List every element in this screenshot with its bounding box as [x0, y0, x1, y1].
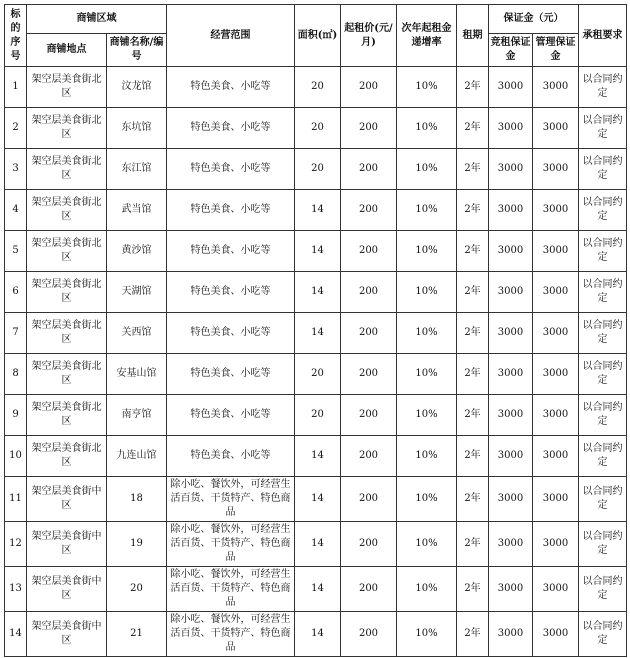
cell-shop-name: 黄沙馆: [107, 231, 167, 272]
cell-term: 2年: [457, 522, 489, 567]
table-row: [5, 354, 627, 395]
cell-requirement: 以合同约定: [579, 67, 627, 108]
cell-mgmt-deposit: 3000: [533, 567, 579, 612]
cell-bid-deposit: 3000: [489, 567, 533, 612]
cell-area: 20: [295, 395, 341, 436]
header-bid-deposit: 竞租保证金: [489, 34, 533, 67]
cell-requirement: 以合同约定: [579, 272, 627, 313]
cell-area: 14: [295, 313, 341, 354]
cell-area: 14: [295, 231, 341, 272]
cell-scope: 特色美食、小吃等: [167, 436, 295, 477]
header-term: 租期: [457, 5, 489, 67]
cell-start-price: 200: [341, 522, 397, 567]
cell-bid-deposit: 3000: [489, 313, 533, 354]
cell-start-price: 200: [341, 67, 397, 108]
cell-term: 2年: [457, 149, 489, 190]
table-row: [5, 313, 627, 354]
table-row: [5, 612, 627, 657]
cell-bid-deposit: 3000: [489, 612, 533, 657]
table-row: [5, 272, 627, 313]
cell-increase: 10%: [397, 395, 457, 436]
cell-scope: 除小吃、餐饮外，可经营生活百货、干货特产、特色商品: [167, 567, 295, 612]
cell-mgmt-deposit: 3000: [533, 522, 579, 567]
cell-scope: 特色美食、小吃等: [167, 272, 295, 313]
cell-increase: 10%: [397, 522, 457, 567]
cell-mgmt-deposit: 3000: [533, 108, 579, 149]
cell-area: 14: [295, 436, 341, 477]
cell-shop-name: 安基山馆: [107, 354, 167, 395]
cell-start-price: 200: [341, 149, 397, 190]
cell-index: 5: [5, 231, 27, 272]
header-region-group: 商铺区域: [27, 5, 167, 34]
cell-increase: 10%: [397, 149, 457, 190]
cell-index: 11: [5, 477, 27, 522]
cell-location: 架空层美食街中区: [27, 522, 107, 567]
cell-mgmt-deposit: 3000: [533, 612, 579, 657]
cell-requirement: 以合同约定: [579, 612, 627, 657]
cell-scope: 特色美食、小吃等: [167, 108, 295, 149]
cell-increase: 10%: [397, 231, 457, 272]
cell-requirement: 以合同约定: [579, 149, 627, 190]
cell-location: 架空层美食街北区: [27, 149, 107, 190]
cell-scope: 除小吃、餐饮外，可经营生活百货、干货特产、特色商品: [167, 477, 295, 522]
cell-start-price: 200: [341, 231, 397, 272]
cell-index: 6: [5, 272, 27, 313]
cell-shop-name: 九连山馆: [107, 436, 167, 477]
cell-shop-name: 19: [107, 522, 167, 567]
cell-bid-deposit: 3000: [489, 436, 533, 477]
cell-term: 2年: [457, 313, 489, 354]
cell-shop-name: 18: [107, 477, 167, 522]
cell-term: 2年: [457, 567, 489, 612]
cell-term: 2年: [457, 395, 489, 436]
cell-increase: 10%: [397, 436, 457, 477]
cell-area: 14: [295, 522, 341, 567]
cell-scope: 特色美食、小吃等: [167, 231, 295, 272]
cell-index: 3: [5, 149, 27, 190]
cell-location: 架空层美食街中区: [27, 567, 107, 612]
cell-mgmt-deposit: 3000: [533, 436, 579, 477]
cell-term: 2年: [457, 612, 489, 657]
cell-start-price: 200: [341, 313, 397, 354]
cell-bid-deposit: 3000: [489, 272, 533, 313]
cell-bid-deposit: 3000: [489, 108, 533, 149]
cell-requirement: 以合同约定: [579, 313, 627, 354]
table-row: [5, 149, 627, 190]
cell-location: 架空层美食街北区: [27, 395, 107, 436]
cell-increase: 10%: [397, 567, 457, 612]
cell-scope: 特色美食、小吃等: [167, 313, 295, 354]
cell-scope: 除小吃、餐饮外，可经营生活百货、干货特产、特色商品: [167, 612, 295, 657]
cell-requirement: 以合同约定: [579, 108, 627, 149]
cell-mgmt-deposit: 3000: [533, 149, 579, 190]
cell-increase: 10%: [397, 108, 457, 149]
cell-bid-deposit: 3000: [489, 354, 533, 395]
cell-bid-deposit: 3000: [489, 67, 533, 108]
cell-shop-name: 天湖馆: [107, 272, 167, 313]
cell-area: 20: [295, 108, 341, 149]
cell-start-price: 200: [341, 567, 397, 612]
cell-mgmt-deposit: 3000: [533, 313, 579, 354]
lease-table: [4, 4, 627, 657]
header-index: 标的序号: [5, 5, 27, 67]
cell-shop-name: 南亨馆: [107, 395, 167, 436]
cell-location: 架空层美食街北区: [27, 313, 107, 354]
cell-requirement: 以合同约定: [579, 522, 627, 567]
cell-term: 2年: [457, 108, 489, 149]
cell-mgmt-deposit: 3000: [533, 477, 579, 522]
cell-index: 1: [5, 67, 27, 108]
cell-shop-name: 东坑馆: [107, 108, 167, 149]
cell-requirement: 以合同约定: [579, 477, 627, 522]
cell-area: 14: [295, 477, 341, 522]
cell-mgmt-deposit: 3000: [533, 395, 579, 436]
table-row: [5, 231, 627, 272]
header-area: 面积(㎡): [295, 5, 341, 67]
cell-requirement: 以合同约定: [579, 231, 627, 272]
cell-location: 架空层美食街北区: [27, 231, 107, 272]
cell-bid-deposit: 3000: [489, 522, 533, 567]
header-deposit-group: 保证金（元）: [489, 5, 579, 34]
cell-scope: 特色美食、小吃等: [167, 190, 295, 231]
cell-start-price: 200: [341, 108, 397, 149]
cell-index: 12: [5, 522, 27, 567]
header-start-price: 起租价(元/月): [341, 5, 397, 67]
cell-requirement: 以合同约定: [579, 190, 627, 231]
cell-mgmt-deposit: 3000: [533, 67, 579, 108]
cell-term: 2年: [457, 436, 489, 477]
cell-requirement: 以合同约定: [579, 436, 627, 477]
cell-term: 2年: [457, 354, 489, 395]
cell-location: 架空层美食街中区: [27, 612, 107, 657]
cell-index: 13: [5, 567, 27, 612]
cell-term: 2年: [457, 231, 489, 272]
header-requirement: 承租要求: [579, 5, 627, 67]
header-shop-name: 商铺名称/编号: [107, 34, 167, 67]
header-location: 商铺地点: [27, 34, 107, 67]
cell-requirement: 以合同约定: [579, 354, 627, 395]
cell-bid-deposit: 3000: [489, 149, 533, 190]
cell-start-price: 200: [341, 190, 397, 231]
cell-shop-name: 关西馆: [107, 313, 167, 354]
cell-index: 9: [5, 395, 27, 436]
table-row: [5, 108, 627, 149]
cell-start-price: 200: [341, 395, 397, 436]
cell-shop-name: 东江馆: [107, 149, 167, 190]
cell-start-price: 200: [341, 477, 397, 522]
cell-index: 7: [5, 313, 27, 354]
cell-start-price: 200: [341, 272, 397, 313]
table-row: [5, 522, 627, 567]
cell-mgmt-deposit: 3000: [533, 231, 579, 272]
header-increase: 次年起租金递增率: [397, 5, 457, 67]
cell-increase: 10%: [397, 612, 457, 657]
cell-scope: 特色美食、小吃等: [167, 149, 295, 190]
cell-shop-name: 武当馆: [107, 190, 167, 231]
cell-requirement: 以合同约定: [579, 395, 627, 436]
cell-location: 架空层美食街北区: [27, 436, 107, 477]
cell-increase: 10%: [397, 354, 457, 395]
cell-bid-deposit: 3000: [489, 231, 533, 272]
cell-location: 架空层美食街北区: [27, 354, 107, 395]
cell-area: 14: [295, 190, 341, 231]
cell-increase: 10%: [397, 190, 457, 231]
cell-bid-deposit: 3000: [489, 477, 533, 522]
cell-shop-name: 21: [107, 612, 167, 657]
cell-bid-deposit: 3000: [489, 395, 533, 436]
table-row: [5, 395, 627, 436]
cell-area: 14: [295, 567, 341, 612]
cell-scope: 除小吃、餐饮外，可经营生活百货、干货特产、特色商品: [167, 522, 295, 567]
table-row: [5, 477, 627, 522]
cell-area: 20: [295, 149, 341, 190]
cell-index: 8: [5, 354, 27, 395]
header-mgmt-deposit: 管理保证金: [533, 34, 579, 67]
cell-term: 2年: [457, 272, 489, 313]
cell-location: 架空层美食街北区: [27, 108, 107, 149]
cell-scope: 特色美食、小吃等: [167, 354, 295, 395]
cell-location: 架空层美食街北区: [27, 67, 107, 108]
cell-start-price: 200: [341, 354, 397, 395]
cell-index: 10: [5, 436, 27, 477]
cell-increase: 10%: [397, 67, 457, 108]
cell-location: 架空层美食街北区: [27, 272, 107, 313]
cell-shop-name: 20: [107, 567, 167, 612]
cell-area: 14: [295, 272, 341, 313]
table-row: [5, 190, 627, 231]
cell-term: 2年: [457, 67, 489, 108]
cell-mgmt-deposit: 3000: [533, 272, 579, 313]
cell-increase: 10%: [397, 272, 457, 313]
cell-location: 架空层美食街北区: [27, 190, 107, 231]
cell-index: 2: [5, 108, 27, 149]
cell-increase: 10%: [397, 477, 457, 522]
table-row: [5, 67, 627, 108]
cell-scope: 特色美食、小吃等: [167, 67, 295, 108]
cell-index: 14: [5, 612, 27, 657]
cell-increase: 10%: [397, 313, 457, 354]
header-scope: 经营范围: [167, 5, 295, 67]
cell-location: 架空层美食街中区: [27, 477, 107, 522]
cell-term: 2年: [457, 477, 489, 522]
cell-start-price: 200: [341, 436, 397, 477]
table-row: [5, 436, 627, 477]
cell-area: 20: [295, 354, 341, 395]
cell-shop-name: 汶龙馆: [107, 67, 167, 108]
table-row: [5, 567, 627, 612]
cell-bid-deposit: 3000: [489, 190, 533, 231]
cell-start-price: 200: [341, 612, 397, 657]
cell-area: 20: [295, 67, 341, 108]
cell-mgmt-deposit: 3000: [533, 354, 579, 395]
cell-mgmt-deposit: 3000: [533, 190, 579, 231]
cell-scope: 特色美食、小吃等: [167, 395, 295, 436]
cell-index: 4: [5, 190, 27, 231]
cell-term: 2年: [457, 190, 489, 231]
cell-area: 14: [295, 612, 341, 657]
cell-requirement: 以合同约定: [579, 567, 627, 612]
